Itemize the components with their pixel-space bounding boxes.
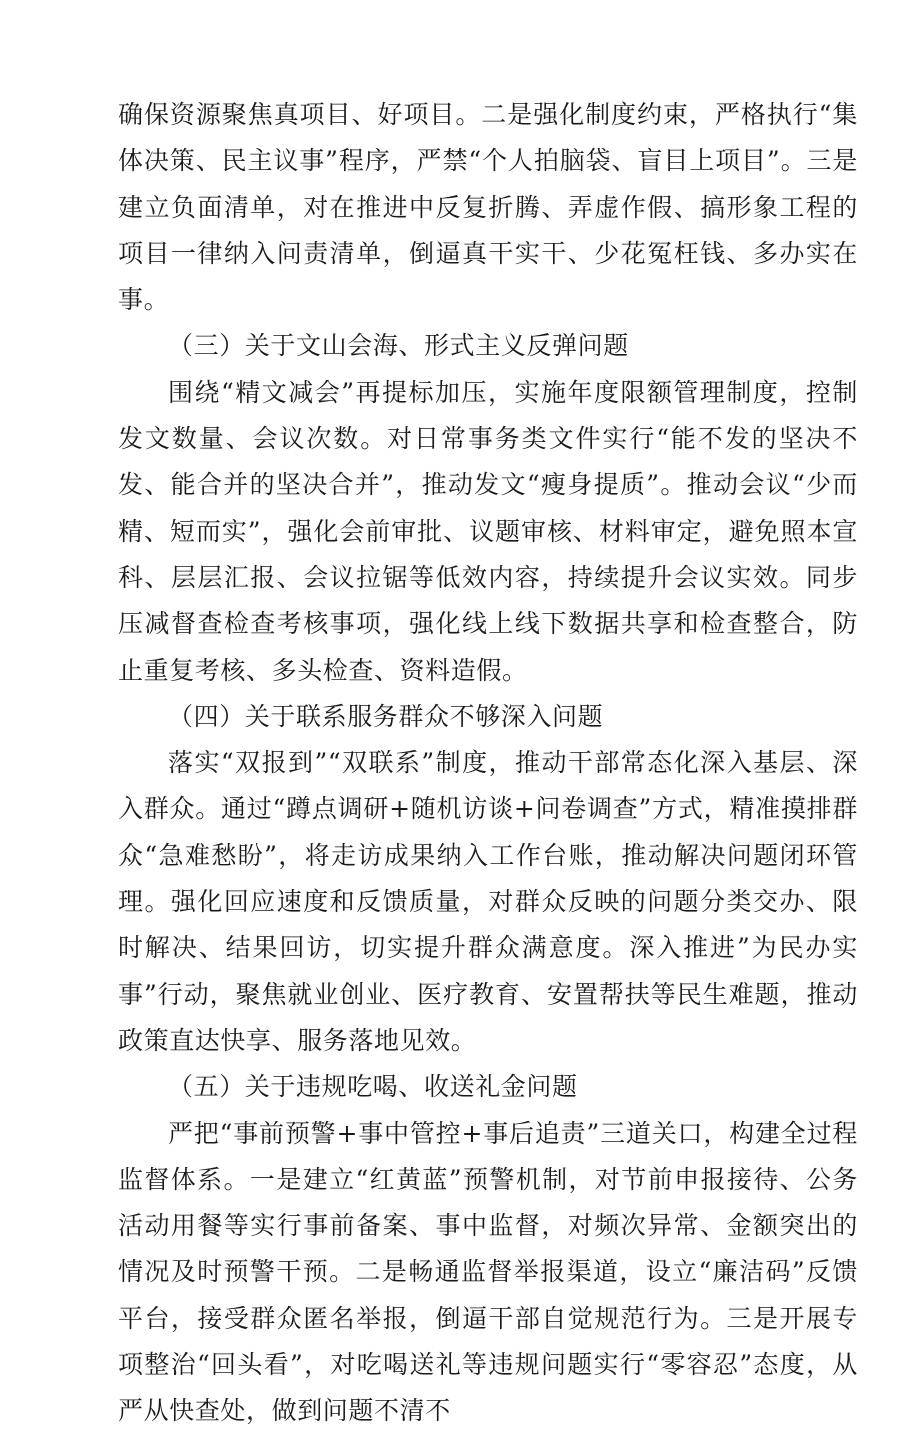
paragraph-section-5: 严把“事前预警+事中管控+事后追责”三道关口，构建全过程监督体系。一是建立“红黄蓝”预警机制，对节前申报接待、公务活动用餐等实行事前备案、事中监督，对频次异常、金额突出的情况及时预警干预。二是畅通监督举报渠道，设立“廉洁码”反馈平台，接受群众匿名举报，倒逼干部自觉规范行为。三是开展专项整治“回头看”，对吃喝送礼等违规问题实行“零容忍”态度，从严从快查处，做到问题不清不 [118, 1118, 858, 1426]
paragraph-section-4: 落实“双报到”“双联系”制度，推动干部常态化深入基层、深入群众。通过“蹲点调研+随机访谈+问卷调查”方式，精准摸排群众“急难愁盼”，将走访成果纳入工作台账，推动解决问题闭环管理。强化回应速度和反馈质量，对群众反映的问题分类交办、限时解决、结果回访，切实提升群众满意度。深入推进”为民办实事”行动，聚焦就业创业、医疗教育、安置帮扶等民生难题，推动政策直达快享、服务落地见效。 [118, 748, 858, 1055]
section-heading-3: （三）关于文山会海、形式主义反弹问题 [168, 331, 629, 361]
document-body [118, 92, 858, 1435]
section-heading-4: （四）关于联系服务群众不够深入问题 [168, 701, 604, 731]
paragraph-continuation: 确保资源聚焦真项目、好项目。二是强化制度约束，严格执行“集体决策、民主议事”程序，严禁“个人拍脑袋、盲目上项目”。三是建立负面清单，对在推进中反复折腾、弄虚作假、搞形象工程的项目一律纳入问责清单，倒逼真干实干、少花冤枉钱、多办实在事。 [118, 100, 858, 315]
paragraph-section-3: 围绕“精文减会”再提标加压，实施年度限额管理制度，控制发文数量、会议次数。对日常事务类文件实行“能不发的坚决不发、能合并的坚决合并”，推动发文“瘦身提质”。推动会议“少而精、短而实”，强化会前审批、议题审核、材料审定，避免照本宣科、层层汇报、会议拉锯等低效内容，持续提升会议实效。同步压减督查检查考核事项，强化线上线下数据共享和检查整合，防止重复考核、多头检查、资料造假。 [118, 377, 858, 685]
section-heading-5: （五）关于违规吃喝、收送礼金问题 [168, 1072, 578, 1102]
